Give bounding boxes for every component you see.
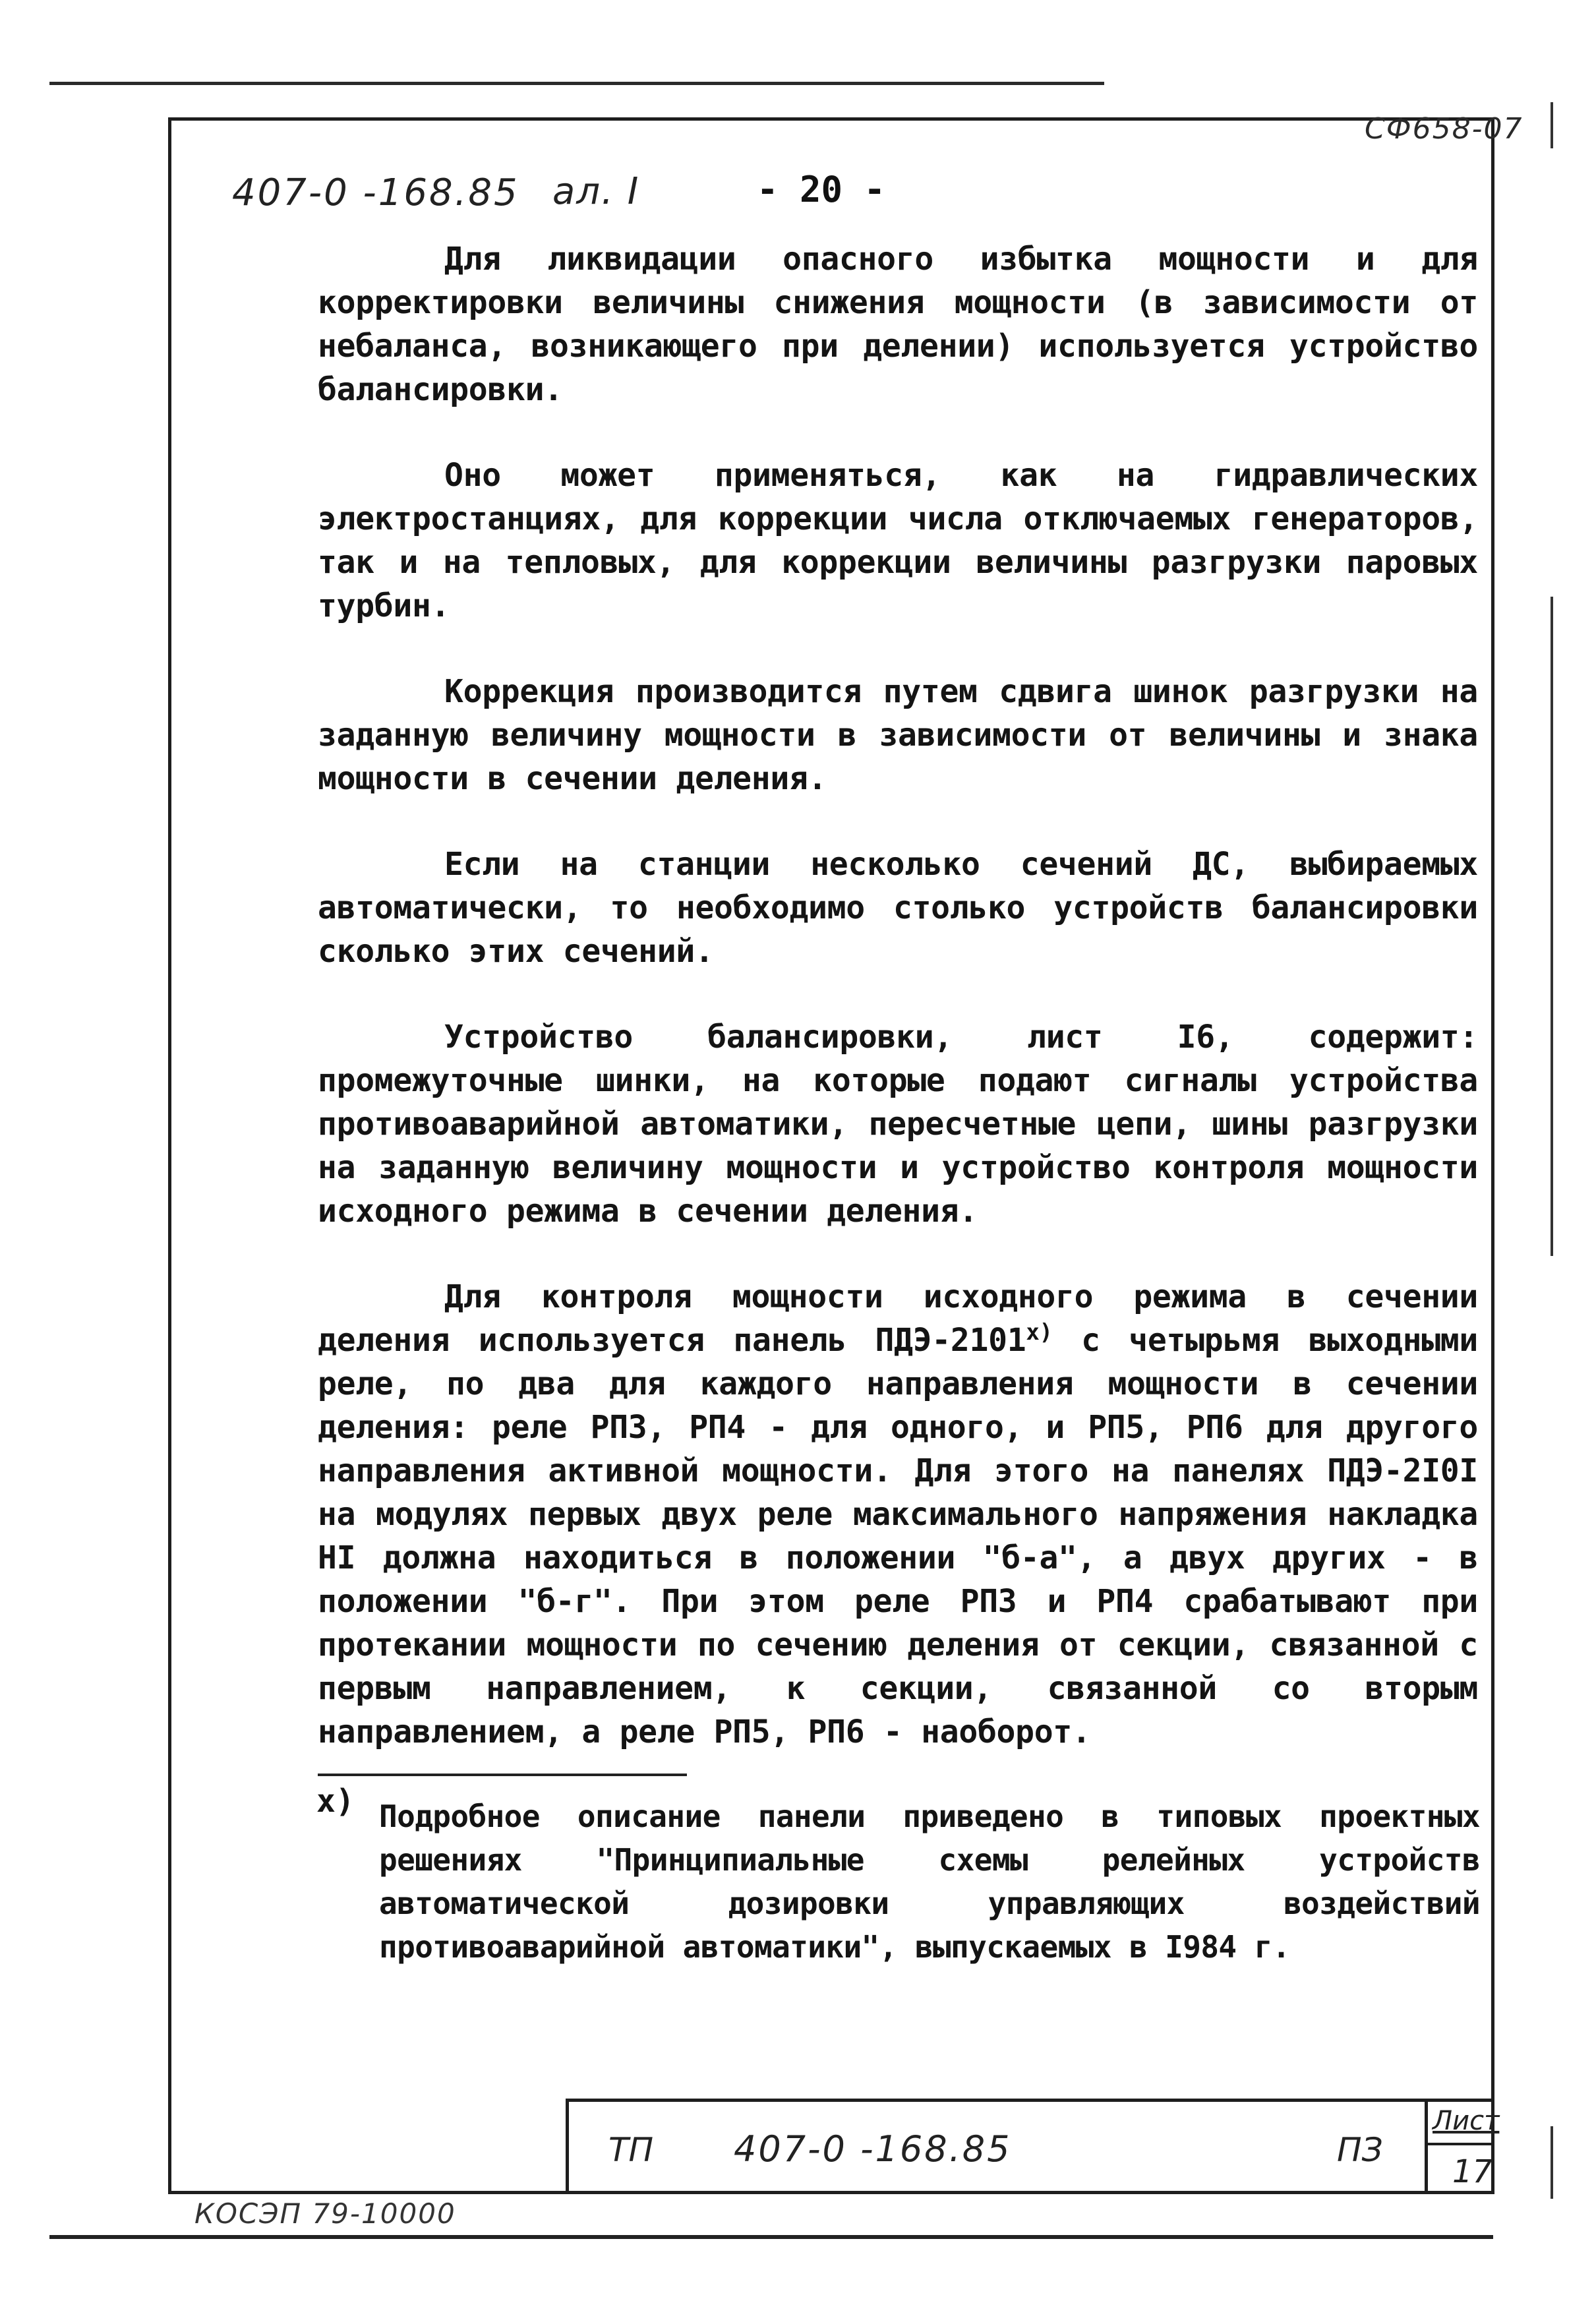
header-album: ал. I xyxy=(552,170,640,213)
page-number: - 20 - xyxy=(757,169,886,210)
top-rule xyxy=(49,82,1104,85)
paragraph-power-control xyxy=(318,1275,1478,1754)
title-block-section: ПЗ xyxy=(1337,2131,1383,2169)
title-block xyxy=(566,2099,1500,2194)
paragraph-correction: Коррекция производится путем сдвига шинок разгрузки на заданную величину мощности в зависимости от величины и знака мощности в сечении деления. xyxy=(318,673,1478,797)
footnote-mark: x) xyxy=(316,1783,355,1820)
title-block-sheet-rule xyxy=(1428,2143,1494,2145)
title-block-sheet-number: 17 xyxy=(1452,2153,1493,2190)
margin-mark-bottom xyxy=(1551,2126,1553,2199)
title-block-series: ТП xyxy=(608,2131,654,2169)
title-block-document-number: 407-0 -168.85 xyxy=(734,2128,1012,2170)
paragraph-power-control-start: Для контроля мощности исходного режима в сечении деления используется панель ПДЭ-2101 xyxy=(318,1278,1478,1359)
footnote-text: Подробное описание панели приведено в типовых проектных решениях "Принципиальные схемы релейных устройств автоматической дозировки управляющих воздействий противоаварийной автоматики", выпускаемых в I984 г. xyxy=(379,1799,1480,1965)
archive-stamp-code: СФ658-07 xyxy=(1365,112,1523,146)
margin-mark-top xyxy=(1551,102,1553,148)
footnote-separator xyxy=(318,1774,687,1776)
footnote-reference: x) xyxy=(1026,1319,1053,1346)
paragraph-balancing-device: Для ликвидации опасного избытка мощности и для корректировки величины снижения мощности (в зависимости от небаланса, возникающего при делении) используется устройство балансировки. xyxy=(318,241,1478,408)
title-block-divider xyxy=(1425,2102,1428,2194)
document-body xyxy=(318,237,1478,1796)
paragraph-power-control-end: с четырьмя выходными реле, по два для каждого направления мощности в сечении деления: реле РП3, РП4 - для одного, и РП5, РП6 для другого направления активной мощности. Для этого на панелях ПДЭ-2I0I на модулях первых двух реле максимального напряжения накладка HI должна находиться в положении "б-а", а двух других - в положении "б-г". При этом реле РП3 и РП4 срабатывают при протекании мощности по сечению деления от секции, связанной с первым направлением, к секции, связанной со вторым направлением, а реле РП5, РП6 - наоборот. xyxy=(318,1322,1478,1750)
margin-mark-middle xyxy=(1551,597,1553,1256)
paragraph-device-composition: Устройство балансировки, лист I6, содержит: промежуточные шинки, на которые подают сигналы устройства противоаварийной автоматики, пересчетные цепи, шины разгрузки на заданную величину мощности и устройство контроля мощности исходного режима в сечении деления. xyxy=(318,1019,1478,1230)
header-document-number: 407-0 -168.85 xyxy=(232,171,519,214)
title-block-sheet-label: Лист xyxy=(1433,2106,1500,2136)
print-stamp: КОСЭП 79-10000 xyxy=(194,2197,456,2230)
paragraph-application: Оно может применяться, как на гидравлических электростанциях, для коррекции числа отключаемых генераторов, так и на тепловых, для коррекции величины разгрузки паровых турбин. xyxy=(318,457,1478,624)
paragraph-sections: Если на станции несколько сечений ДС, выбираемых автоматически, то необходимо столько устройств балансировки сколько этих сечений. xyxy=(318,846,1478,970)
bottom-rule xyxy=(49,2235,1493,2239)
